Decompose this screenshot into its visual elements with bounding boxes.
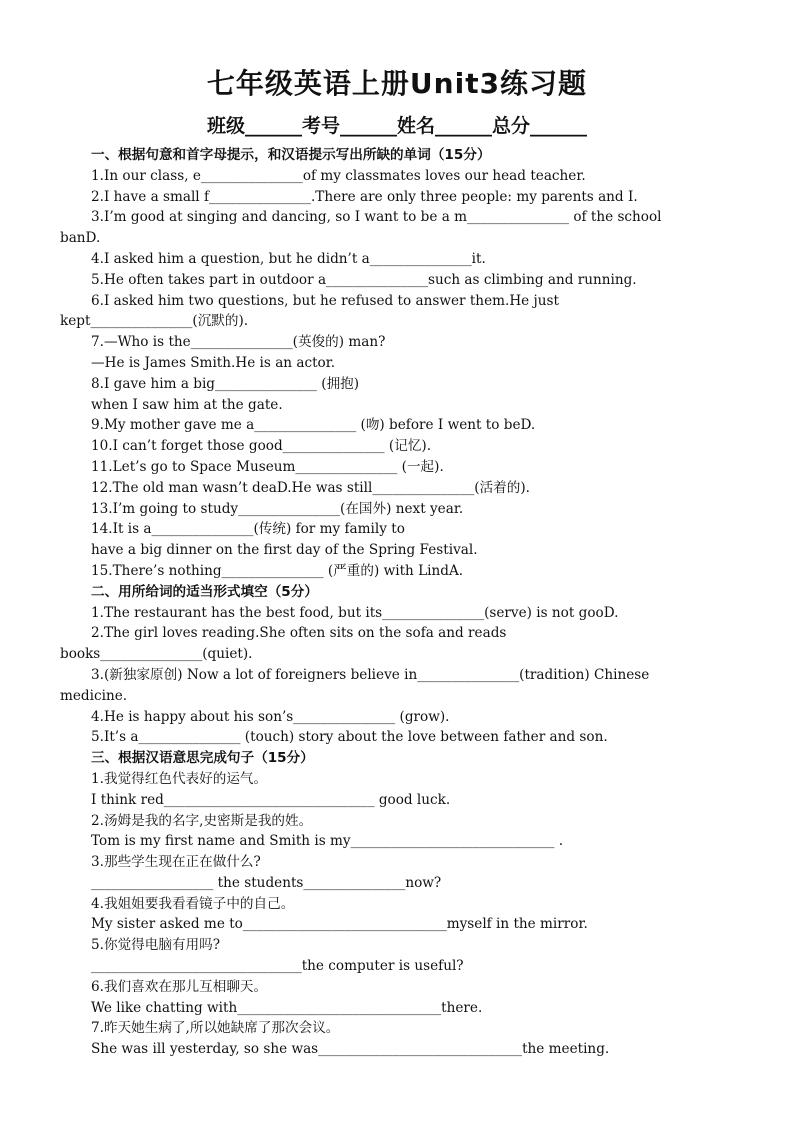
exercise-line: _______________________________the computer is useful? [91,958,464,975]
exercise-line: 5.He often takes part in outdoor a_______________such as climbing and running. [91,271,637,288]
exercise-line: banD. [60,230,101,247]
exercise-line: __________________ the students_______________now? [91,874,442,891]
exercise-line: 7.昨天她生病了,所以她缺席了那次会议。 [91,1020,340,1037]
exercise-line: 2.汤姆是我的名字,史密斯是我的姓。 [91,812,313,829]
exercise-line: 8.I gave him a big_______________ (拥抱) [91,375,360,392]
section-heading: 一、根据句意和首字母提示，和汉语提示写出所缺的单词（15分） [91,147,491,163]
exercise-line: books_______________(quiet). [60,646,253,663]
exercise-line: 15.There’s nothing_______________ (严重的) with LindA. [91,562,464,579]
exercise-line: 6.我们喜欢在那儿互相聊天。 [91,978,268,995]
exercise-line: 1.我觉得红色代表好的运气。 [91,770,268,787]
exercise-line: 1.In our class, e_______________of my classmates loves our head teacher. [91,167,586,184]
exercise-line: 5.你觉得电脑有用吗? [91,937,221,954]
exercise-line: have a big dinner on the first day of the Spring Festival. [91,542,478,559]
exercise-line: 4.I asked him a question, but he didn’t a_______________it. [91,250,486,267]
exercise-line: 4.He is happy about his son’s_______________ (grow). [91,708,450,725]
section-heading: 三、根据汉语意思完成句子（15分） [91,750,314,767]
section-heading: 二、用所给词的适当形式填空（5分） [91,583,318,600]
exercise-line: She was ill yesterday, so she was______________________________the meeting. [91,1041,610,1058]
exercise-content [0,145,794,1060]
exercise-line: I think red_______________________________ good luck. [91,791,451,808]
exercise-line: 3.那些学生现在正在做什么? [91,854,261,871]
page-title: 七年级英语上册Unit3练习题 [206,67,588,100]
student-info-line: 班级______考号______姓名______总分______ [206,115,587,137]
exercise-line: 5.It’s a_______________ (touch) story about the love between father and son. [91,729,608,746]
exercise-line: 7.—Who is the_______________(英俊的) man? [91,334,386,351]
exercise-line: My sister asked me to______________________________myself in the mirror. [91,916,588,933]
exercise-line: We like chatting with______________________________there. [91,999,483,1016]
exercise-line: 2.I have a small f_______________.There are only three people: my parents and I. [91,188,638,205]
exercise-line: 14.It is a_______________(传统) for my family to [91,521,405,538]
exercise-line: 9.My mother gave me a_______________ (吻) before I went to beD. [91,417,536,434]
exercise-line: when I saw him at the gate. [91,396,283,413]
exercise-line: kept_______________(沉默的). [60,313,249,330]
exercise-line: 2.The girl loves reading.She often sits on the sofa and reads [91,625,507,642]
exercise-line: 3.I’m good at singing and dancing, so I want to be a m_______________ of the school [91,209,662,226]
exercise-line: 4.我姐姐要我看看镜子中的自己。 [91,895,295,912]
exercise-line: Tom is my first name and Smith is my______________________________ . [91,833,564,850]
exercise-line: medicine. [60,687,128,704]
exercise-line: 11.Let’s go to Space Museum_______________ (一起). [91,458,444,475]
exercise-line: 3.(新独家原创) Now a lot of foreigners believe in_______________(tradition) Chinese [91,666,650,683]
exercise-line: 13.I’m going to study_______________(在国外) next year. [91,500,464,517]
exercise-line: 1.The restaurant has the best food, but its_______________(serve) is not gooD. [91,604,619,621]
exercise-line: 12.The old man wasn’t deaD.He was still_______________(活着的). [91,479,530,496]
exercise-line: 10.I can’t forget those good_______________ (记忆). [91,438,432,455]
exercise-line: —He is James Smith.He is an actor. [91,354,336,371]
exercise-line: 6.I asked him two questions, but he refused to answer them.He just [91,292,559,309]
